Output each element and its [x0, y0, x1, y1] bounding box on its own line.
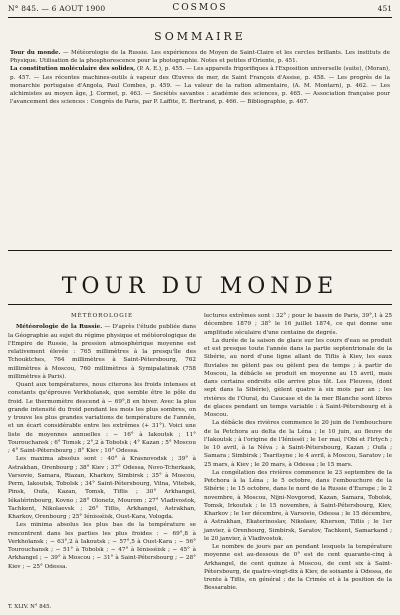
sommaire-contents: [10, 49, 390, 106]
tour-du-monde-heading: TOUR DU MONDE: [61, 274, 339, 299]
article-paragraph: La durée de la saison de glace sur les cours d'eau se produit et est presque toute l'année dans la partie septentrionale de la Sibérie, au nord d'une ligne allant de Tiflis à Kiev, les eaux fluviales ne gèlent pas ou gèlent peu de temps ; à partir de Moscou, la débâcle se produit en moyenne au 15 avril, mais dans certains endroits elle arrive plus tôt. Les Fleuves, (dont sept dans la Sibérie), gèlent quatre à six mois par an ; les rivières de l'Oural, du Caucase et de la mer Blanche sont libres de glaces pendant un temps variable : à Saint-Pétersbourg et à Moscou.: [204, 337, 392, 418]
sommaire-text: (P. A. E.), p. 455. — Les appareils frigorifiques à l'Exposition universelle (suite), (Moran), p. 457. — Les récentes machines-outils à vapeur des Œuvres de mer, de Saint François d'Assise, p. 458. — Les progrès de la monarchie portugaise d'Angola, Paul Combes, p. 459. — La valeur de la ration alimentaire, (A. M. Montarn), p. 462. — Les alchimistes au moyen âge, J. Cormet, p. 463. — Sociétés savantes : académie des sciences, p. 465. — Association française pour l'avancement des sciences : Congrès de Paris, par P. Laffite, E. Bertrand, p. 466. — Bibliographie, p. 467.: [10, 66, 390, 106]
sommaire-paragraph: [10, 49, 390, 65]
article-paragraph: [8, 323, 196, 381]
article-paragraph: Le nombre de jours par an pendant lesquels la température moyenne est au-dessous de 0° est de cent quarante-cinq à Arkhangel, de cent quinze à Moscou, de cent six à Saint-Pétersbourg, de quatre-vingt-dix à Kiev, de soixante à Odessa, de trente à Tiflis, en général ; de la Crimée et à la position de la Bessarabie.: [204, 544, 392, 592]
sommaire-paragraph: [10, 65, 390, 106]
sommaire-text: — Météorologie de la Russie. Les expériences de Moyen de Saint-Claire et les cercles brillants. Les instituts de Physique. Utilisation de la phosphorescence pour la photographie. Notes et petites d'Oriente, p. 451.: [10, 50, 390, 65]
journal-title: COSMOS: [172, 3, 228, 13]
article-paragraph: La débâcle des rivières commence le 20 juin de l'embouchure de la Petchora au delta de la Léna ; le 10 juin, au fleuve de l'Iakoutsk ; à l'origine de l'Iénisséï ; le 1er mai, l'Obi et l'Irtych ; le 10 avril, à la Néva ; à Saint-Pétersbourg, Kazan ; Oufa ; Samara ; Simbirsk ; Tsaritsyne ; le 4 avril, à Moscou, Saratov ; le 25 mars, à Kiev ; le 20 mars, à Odessa ; le 15 mars.: [204, 420, 392, 468]
article-paragraph: La congélation des rivières commence le 23 septembre de la Petchora à la Léna ; le 5 octobre, dans l'embouchure de la Sibérie ; le 15 octobre, dans le nord de la Russie d'Europe ; le 2 novembre, à Moscou, Nijni-Novgorod, Kazan, Samara, Tobolsk, Tomsk, Irkoutsk ; le 15 novembre, à Saint-Pétersbourg, Kiev, Kharkov ; le 1er décembre, à Varsovie, Odessa ; le 15 décembre, à Astrakhan, Ekaterinoslav, Nikolaev, Kherson, Tiflis ; le 1er janvier, à Orenbourg, Simbirsk, Saratov, Tachkent, Samarkand ; le 20 janvier, à Vladivostok.: [204, 469, 392, 542]
page-header: [8, 2, 392, 16]
article-paragraph: Quant aux températures, nous citerons les froids intenses et constants qu'éprouve Verkhoïansk, que semble être le pôle du froid. Le thermomètre descend à − 69°,8 en hiver. Avec la plus grande intensité du froid pendant les mois les plus sombres, on y trouve les plus grandes variations de température de l'année, et un écart considérable entre les extrêmes (+ 31°). Voici une liste de moyennes annuelles : − 16° à Iakoutsk ; 11° Tourouchansk ; 6° Tomsk ; 2°,2 à Tobolsk ; 4° Kazan ; 5° Moscou ; 4° Saint-Pétersbourg ; 8° Kiev ; 10° Odessa.: [8, 382, 196, 454]
volume-footer: T. XLIV. N° 845.: [8, 604, 52, 610]
section-label: MÉTÉOROLOGIE: [70, 313, 134, 319]
section-rule: [8, 250, 392, 251]
article-rule: [8, 304, 392, 305]
right-column: [204, 312, 392, 593]
article-paragraph: lectures extrêmes sont : 32° ; pour le bassin de Paris, 39°,1 à 25 décembre 1879 ; 38° le 16 juillet 1874, ce qui donne une amplitude séculaire d'une centaine de degrés.: [204, 313, 392, 336]
sommaire-lead: La constitution moléculaire des solides,: [10, 66, 136, 73]
sommaire-lead: Tour du monde.: [10, 50, 61, 56]
issue-number: N° 845. — 6 AOUT 1900: [8, 4, 106, 13]
page-number: 451: [377, 4, 392, 13]
article-paragraph: Les minima absolus les plus bas de la température se rencontrent dans les parties les plus froides : − 69°,8 à Verkhoïansk ; − 63°,2 à Iakoutsk ; − 57°,5 à Oust-Kara ; − 56° Tourouchansk ; − 51° à Tobolsk ; − 47° à Iénisséisk ; − 45° à Arkhangel ; − 39° à Moscou ; − 31° à Saint-Pétersbourg ; − 28° Kiev ; − 25° Odessa.: [8, 522, 196, 570]
left-column: [8, 312, 196, 571]
header-rule: [8, 17, 392, 18]
sommaire-heading: SOMMAIRE: [154, 30, 246, 43]
article-paragraph: Les maxima absolus sont : 40° à Krasnovodsk ; 39° à Astrakhan, Orenbourg ; 38° Kiev ; 37° Odessa, Novo-Tcherkask, Varsovie, Samara, Riazan, Kharkov, Simbirsk ; 35° à Moscou, Perm, Iakoutsk, Tobolsk ; 34° Saint-Pétersbourg, Vilna, Vitebsk, Pinsk, Oufa, Kazan, Tomsk, Tiflis ; 30° Arkhangel, Iékatérinbourg, Kovno ; 28° Olonetz, Mourom ; 27° Vladivostok, Tachkent, Nikolaevsk ; 26° Tiflis, Arkhangel, Astrakhan, Kharkov, Orenbourg ; 25° Iénisséisk, Oust-Kara, Vologda.: [8, 456, 196, 520]
article-text: — D'après l'étude publiée dans la Géographie au sujet du régime physique et météorologique de l'Empire de Russie, la pression atmosphérique moyenne est relativement élevée : 765 millimètres à la presqu'île des Tchouktches, 764 millimètres à Saint-Pétersbourg, 762 millimètres à Moscou, 760 millimètres à Symipalatinsk (758 millimètres à Paris).: [8, 324, 196, 380]
article-lead: Météorologie de la Russie.: [16, 324, 103, 331]
